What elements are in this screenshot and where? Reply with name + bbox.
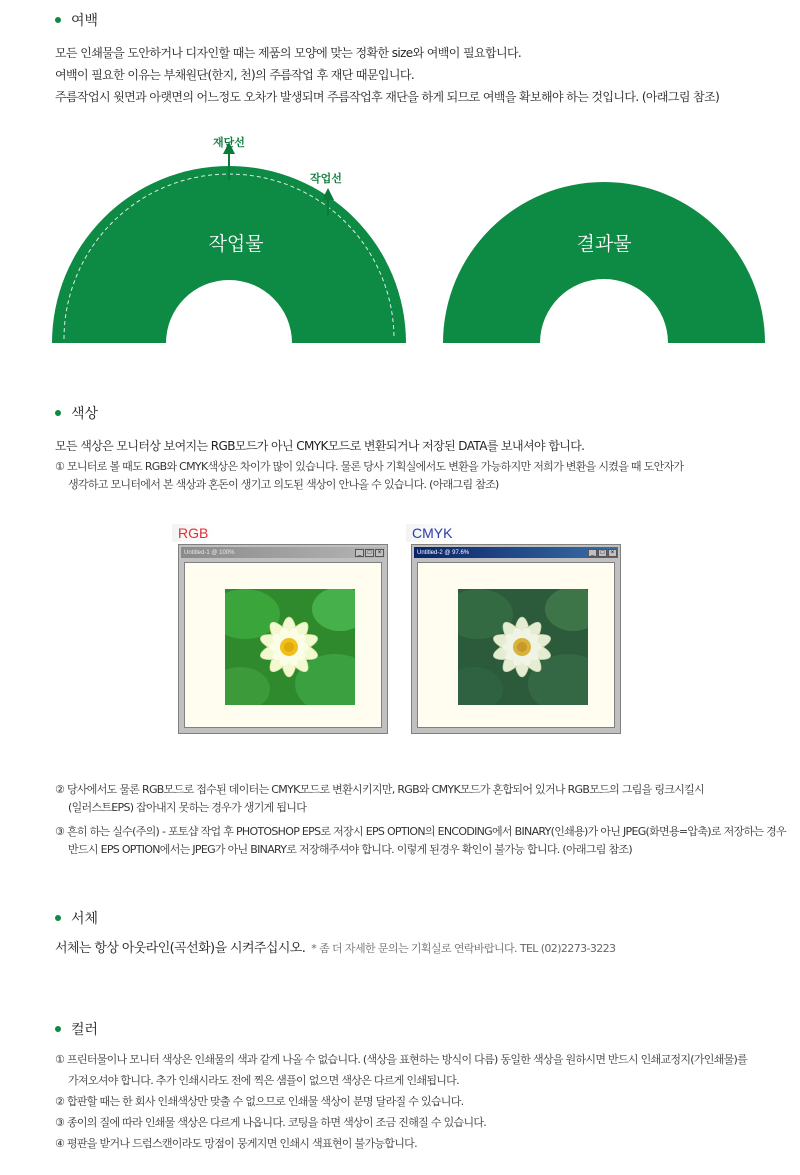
maximize-icon[interactable]: □ bbox=[365, 549, 374, 557]
section-title-margin: 여백 bbox=[55, 10, 98, 30]
bullet-icon bbox=[55, 915, 61, 921]
section-title-font: 서체 bbox=[55, 908, 98, 928]
color-intro: 모든 색상은 모니터상 보여지는 RGB모드가 아닌 CMYK모드로 변환되거나 저장된 DATA를 보내셔야 합니다. bbox=[55, 439, 585, 453]
work-label: 작업물 bbox=[208, 233, 264, 255]
rgb-window bbox=[178, 544, 388, 734]
bullet-icon bbox=[55, 410, 61, 416]
window-canvas bbox=[417, 562, 615, 728]
close-icon[interactable]: × bbox=[608, 549, 617, 557]
rgb-label: RGB bbox=[172, 524, 214, 542]
work-line-label: 작업선 bbox=[310, 172, 342, 185]
work-line-inner bbox=[176, 286, 282, 339]
maximize-icon[interactable]: □ bbox=[598, 549, 607, 557]
color-notes-2: ② 당사에서도 물론 RGB모드로 접수된 데이터는 CMYK모드로 변환시키지만, RGB와 CMYK모드가 혼합되어 있거나 RGB모드의 그림을 링크시킬시 (일러스트EPS) 잡아내지 못하는 경우가 생기게 됩니다 ③ 흔히 하는 실수(주의) - 포토샵 작업 후 PHOTOSHOP EPS로 저장시 EPS OPTION의 ENCODING에서 BINARY(인쇄용)가 아닌 JPEG(화면용=압축)로 저장하는 경우 반드시 EPS OPTION에서는 JPEG가 아닌 BINARY로 저장해주셔야 합니다. 이렇게 된경우 확인이 불가능 합니다. (아래그림 참조) bbox=[55, 783, 786, 856]
section-title-colors: 컬러 bbox=[55, 1019, 98, 1039]
minimize-icon[interactable]: _ bbox=[355, 549, 364, 557]
bullet-icon bbox=[55, 17, 61, 23]
margin-paragraph: 모든 인쇄물을 도안하거나 디자인할 때는 제품의 모양에 맞는 정확한 size와 여백이 필요합니다. 여백이 필요한 이유는 부채원단(한지, 천)의 주름작업 후 재단 때문입니다. 주름작업시 윗면과 아랫면의 어느정도 오차가 발생되며 주름작업후 재단을 하게 되므로 여백을 확보해야 하는 것입니다. (아래그림 참조) bbox=[55, 46, 720, 104]
cmyk-label: CMYK bbox=[406, 524, 458, 542]
close-icon[interactable]: × bbox=[375, 549, 384, 557]
colors-notes: ① 프린터물이나 모니터 색상은 인쇄물의 색과 같게 나올 수 없습니다. (색상을 표현하는 방식이 다름) 동일한 색상을 원하시면 반드시 인쇄교정지(가인쇄물)를 가져오셔야 합니다. 추가 인쇄시라도 전에 찍은 샘플이 없으면 색상은 다르게 인쇄됩니다. ② 합판할 때는 한 회사 인쇄색상만 맞출 수 없으므로 인쇄물 색상이 분명 달라질 수 있습니다. ③ 종이의 질에 따라 인쇄물 색상은 다르게 나옵니다. 코팅을 하면 색상이 조금 진해질 수 있습니다. ④ 평판을 받거나 드럼스캔이라도 망점이 뭉게지면 인쇄시 색표현이 불가능합니다. bbox=[55, 1053, 748, 1150]
section-title-color: 색상 bbox=[55, 403, 98, 423]
color-note-1: ① 모니터로 볼 때도 RGB와 CMYK색상은 차이가 많이 있습니다. 물론 당사 기획실에서도 변환을 가능하지만 저희가 변환을 시켰을 때 도안자가 생각하고 모니터에서 본 색상과 혼돈이 생기고 의도된 색상이 안나올 수 있습니다. (아래그림 참조) bbox=[55, 460, 684, 491]
bullet-icon bbox=[55, 1026, 61, 1032]
fan-margin-figure bbox=[0, 120, 800, 350]
window-titlebar[interactable]: Untitled-2 @ 97.6% _ □ × bbox=[414, 547, 618, 558]
lotus-photo-cmyk bbox=[458, 589, 588, 705]
result-label: 결과물 bbox=[576, 233, 632, 255]
cut-line-label: 재단선 bbox=[213, 136, 245, 149]
lotus-photo-rgb bbox=[225, 589, 355, 705]
cmyk-window bbox=[411, 544, 621, 734]
font-paragraph: 서체는 항상 아웃라인(곡선화)을 시켜주십시오. * 좀 더 자세한 문의는 기획실로 연락바랍니다. TEL (02)2273-3223 bbox=[55, 941, 616, 956]
minimize-icon[interactable]: _ bbox=[588, 549, 597, 557]
result-piece-shape bbox=[443, 182, 765, 343]
window-canvas bbox=[184, 562, 382, 728]
window-titlebar[interactable]: Untitled-1 @ 100% _ □ × bbox=[181, 547, 385, 558]
